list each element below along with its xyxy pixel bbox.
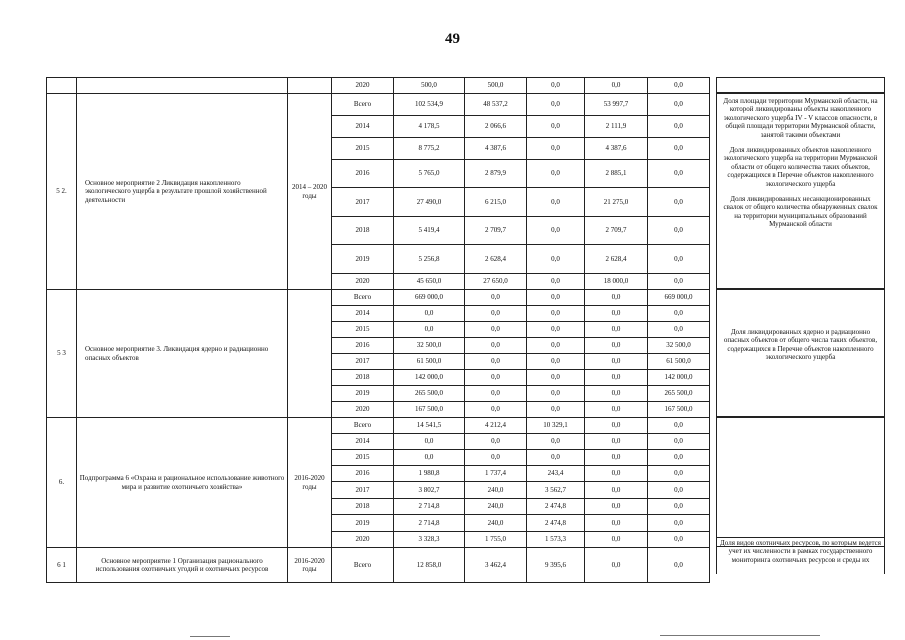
amount-cell: 0,0: [527, 217, 585, 245]
amount-cell: 0,0: [648, 499, 710, 515]
amount-cell: 3 462,4: [465, 548, 527, 583]
amount-cell: 0,0: [527, 138, 585, 160]
table-row: [47, 94, 710, 116]
amount-cell: 0,0: [585, 306, 648, 322]
amount-cell: 0,0: [648, 450, 710, 466]
amount-cell: 9 395,6: [527, 548, 585, 583]
amount-cell: 0,0: [585, 402, 648, 418]
table-row: [47, 418, 710, 434]
amount-cell: 27 490,0: [394, 188, 465, 217]
year-cell: 2020: [332, 78, 394, 94]
table-row: [47, 78, 710, 94]
amount-cell: 61 500,0: [648, 354, 710, 370]
amount-cell: 0,0: [648, 138, 710, 160]
section-period: [288, 78, 332, 94]
amount-cell: 32 500,0: [394, 338, 465, 354]
amount-cell: 0,0: [648, 548, 710, 583]
amount-cell: 167 500,0: [648, 402, 710, 418]
amount-cell: 1 573,3: [527, 532, 585, 548]
year-cell: 2016: [332, 338, 394, 354]
amount-cell: 0,0: [527, 354, 585, 370]
year-cell: 2017: [332, 354, 394, 370]
amount-cell: 5 256,8: [394, 245, 465, 274]
indicator-text: Доля площади территории Мурманской области, на которой ликвидированы объекты накопленного экологического ущерба IV - V классов опасности, в общей площади территории Мурманской области, занятой такими объектами: [723, 97, 878, 139]
year-cell: 2015: [332, 450, 394, 466]
year-cell: 2020: [332, 402, 394, 418]
amount-cell: 0,0: [648, 188, 710, 217]
year-cell: 2016: [332, 160, 394, 188]
section-index: 6.: [47, 418, 77, 548]
amount-cell: 0,0: [527, 290, 585, 306]
amount-cell: 2 111,9: [585, 116, 648, 138]
amount-cell: 53 997,7: [585, 94, 648, 116]
amount-cell: 10 329,1: [527, 418, 585, 434]
amount-cell: 0,0: [585, 499, 648, 515]
amount-cell: 2 714,8: [394, 515, 465, 532]
amount-cell: 0,0: [585, 354, 648, 370]
section-period: 2014 – 2020 годы: [288, 94, 332, 290]
indicator-text: Доля видов охотничьих ресурсов, по которым ведется учет их численности в рамках государственного мониторинга охотничьих ресурсов и среды их: [720, 539, 881, 564]
amount-cell: 0,0: [527, 94, 585, 116]
amount-cell: 0,0: [648, 434, 710, 450]
amount-cell: 500,0: [394, 78, 465, 94]
amount-cell: 0,0: [465, 290, 527, 306]
amount-cell: 0,0: [527, 306, 585, 322]
year-cell: 2019: [332, 245, 394, 274]
year-cell: 2015: [332, 322, 394, 338]
amount-cell: 0,0: [527, 338, 585, 354]
amount-cell: 4 212,4: [465, 418, 527, 434]
amount-cell: 5 419,4: [394, 217, 465, 245]
amount-cell: 669 000,0: [394, 290, 465, 306]
amount-cell: 4 387,6: [585, 138, 648, 160]
amount-cell: 4 178,5: [394, 116, 465, 138]
amount-cell: 0,0: [465, 450, 527, 466]
amount-cell: 0,0: [585, 338, 648, 354]
amount-cell: 0,0: [527, 245, 585, 274]
section-name: [77, 78, 288, 94]
amount-cell: 0,0: [465, 354, 527, 370]
amount-cell: 2 709,7: [585, 217, 648, 245]
amount-cell: 240,0: [465, 515, 527, 532]
year-cell: 2019: [332, 515, 394, 532]
section-period: [288, 290, 332, 418]
amount-cell: 3 802,7: [394, 482, 465, 499]
year-cell: Всего: [332, 418, 394, 434]
scan-artifact: [660, 635, 820, 636]
amount-cell: 14 541,5: [394, 418, 465, 434]
section-period: 2016-2020 годы: [288, 548, 332, 583]
amount-cell: 32 500,0: [648, 338, 710, 354]
section-name: Подпрограмма 6 «Охрана и рациональное использование животного мира и развитие охотничьего хозяйства»: [77, 418, 288, 548]
amount-cell: 2 474,8: [527, 515, 585, 532]
amount-cell: 0,0: [648, 274, 710, 290]
amount-cell: 0,0: [585, 482, 648, 499]
year-cell: 2014: [332, 434, 394, 450]
amount-cell: 0,0: [648, 322, 710, 338]
amount-cell: 0,0: [527, 274, 585, 290]
amount-cell: 500,0: [465, 78, 527, 94]
section-index: 5 3: [47, 290, 77, 418]
amount-cell: 1 980,8: [394, 466, 465, 482]
amount-cell: 240,0: [465, 482, 527, 499]
amount-cell: 18 000,0: [585, 274, 648, 290]
amount-cell: 12 858,0: [394, 548, 465, 583]
year-cell: 2014: [332, 306, 394, 322]
amount-cell: 0,0: [527, 450, 585, 466]
indicators-box: [716, 77, 885, 93]
year-cell: 2014: [332, 116, 394, 138]
amount-cell: 61 500,0: [394, 354, 465, 370]
year-cell: 2016: [332, 466, 394, 482]
amount-cell: 0,0: [585, 548, 648, 583]
amount-cell: 0,0: [648, 78, 710, 94]
amount-cell: 0,0: [648, 466, 710, 482]
scan-artifact: [190, 636, 230, 637]
section-period: 2016-2020 годы: [288, 418, 332, 548]
indicators-box: [716, 537, 885, 574]
amount-cell: 0,0: [527, 434, 585, 450]
amount-cell: 0,0: [585, 370, 648, 386]
amount-cell: 142 000,0: [394, 370, 465, 386]
amount-cell: 0,0: [648, 160, 710, 188]
amount-cell: 0,0: [527, 402, 585, 418]
year-cell: Всего: [332, 548, 394, 583]
table-row: [47, 290, 710, 306]
section-index: 6 1: [47, 548, 77, 583]
amount-cell: 0,0: [465, 434, 527, 450]
amount-cell: 2 709,7: [465, 217, 527, 245]
amount-cell: 0,0: [648, 532, 710, 548]
year-cell: 2020: [332, 274, 394, 290]
indicators-box: [716, 289, 885, 417]
amount-cell: 0,0: [465, 370, 527, 386]
amount-cell: 0,0: [648, 306, 710, 322]
amount-cell: 8 775,2: [394, 138, 465, 160]
amount-cell: 2 474,8: [527, 499, 585, 515]
year-cell: Всего: [332, 94, 394, 116]
amount-cell: 1 737,4: [465, 466, 527, 482]
amount-cell: 4 387,6: [465, 138, 527, 160]
amount-cell: 6 215,0: [465, 188, 527, 217]
amount-cell: 45 650,0: [394, 274, 465, 290]
amount-cell: 0,0: [527, 322, 585, 338]
amount-cell: 2 628,4: [465, 245, 527, 274]
amount-cell: 0,0: [465, 386, 527, 402]
amount-cell: 0,0: [585, 290, 648, 306]
section-name: Основное мероприятие 2 Ликвидация накопленного экологического ущерба в результате прошлой хозяйственной деятельности: [77, 94, 288, 290]
amount-cell: 0,0: [585, 466, 648, 482]
amount-cell: 0,0: [585, 418, 648, 434]
table-row: [47, 548, 710, 583]
amount-cell: 0,0: [648, 217, 710, 245]
amount-cell: 1 755,0: [465, 532, 527, 548]
amount-cell: 0,0: [585, 532, 648, 548]
amount-cell: 3 328,3: [394, 532, 465, 548]
amount-cell: 0,0: [648, 116, 710, 138]
amount-cell: 0,0: [585, 386, 648, 402]
indicators-box: [716, 93, 885, 289]
amount-cell: 0,0: [527, 188, 585, 217]
amount-cell: 0,0: [465, 322, 527, 338]
amount-cell: 0,0: [585, 78, 648, 94]
amount-cell: 669 000,0: [648, 290, 710, 306]
amount-cell: 0,0: [394, 450, 465, 466]
amount-cell: 0,0: [465, 306, 527, 322]
amount-cell: 2 714,8: [394, 499, 465, 515]
amount-cell: 0,0: [585, 434, 648, 450]
amount-cell: 265 500,0: [394, 386, 465, 402]
amount-cell: 0,0: [465, 338, 527, 354]
section-name: Основное мероприятие 3. Ликвидация ядерно и радиационно опасных объектов: [77, 290, 288, 418]
amount-cell: 265 500,0: [648, 386, 710, 402]
amount-cell: 0,0: [648, 94, 710, 116]
year-cell: 2018: [332, 499, 394, 515]
year-cell: 2018: [332, 217, 394, 245]
amount-cell: 0,0: [527, 370, 585, 386]
amount-cell: 0,0: [527, 116, 585, 138]
amount-cell: 0,0: [465, 402, 527, 418]
year-cell: 2015: [332, 138, 394, 160]
amount-cell: 2 066,6: [465, 116, 527, 138]
amount-cell: 243,4: [527, 466, 585, 482]
amount-cell: 3 562,7: [527, 482, 585, 499]
section-name: Основное мероприятие 1 Организация рационального использования охотничьих угодий и охотничьих ресурсов: [77, 548, 288, 583]
amount-cell: 0,0: [585, 515, 648, 532]
amount-cell: 5 765,0: [394, 160, 465, 188]
amount-cell: 0,0: [527, 78, 585, 94]
budget-table: [46, 77, 710, 583]
indicator-text: Доля ликвидированных несанкционированных свалок от общего количества обнаруженных свалок на территории муниципальных образований Мурманской области: [723, 194, 878, 229]
amount-cell: 2 628,4: [585, 245, 648, 274]
amount-cell: 21 275,0: [585, 188, 648, 217]
page-number: 49: [445, 31, 460, 47]
amount-cell: 0,0: [394, 434, 465, 450]
amount-cell: 2 879,9: [465, 160, 527, 188]
section-index: [47, 78, 77, 94]
section-index: 5 2.: [47, 94, 77, 290]
amount-cell: 0,0: [527, 160, 585, 188]
amount-cell: 2 885,1: [585, 160, 648, 188]
year-cell: 2019: [332, 386, 394, 402]
year-cell: 2018: [332, 370, 394, 386]
amount-cell: 0,0: [648, 418, 710, 434]
amount-cell: 48 537,2: [465, 94, 527, 116]
indicator-text: Доля ликвидированных объектов накопленного экологического ущерба на территории Мурманской области от общего количества таких объектов, содержащихся в Перечне объектов накопленного экологического ущерба: [723, 145, 878, 188]
amount-cell: 102 534,9: [394, 94, 465, 116]
indicators-box: [716, 417, 885, 547]
amount-cell: 0,0: [394, 322, 465, 338]
table-body: [47, 78, 710, 583]
indicator-text: Доля ликвидированных ядерно и радиационно опасных объектов от общего числа таких объектов, содержащихся в Перечне объектов накопленного экологического ущерба: [723, 328, 878, 362]
amount-cell: 167 500,0: [394, 402, 465, 418]
amount-cell: 0,0: [648, 482, 710, 499]
year-cell: 2020: [332, 532, 394, 548]
year-cell: Всего: [332, 290, 394, 306]
amount-cell: 27 650,0: [465, 274, 527, 290]
amount-cell: 0,0: [648, 515, 710, 532]
amount-cell: 0,0: [585, 322, 648, 338]
year-cell: 2017: [332, 188, 394, 217]
amount-cell: 0,0: [527, 386, 585, 402]
amount-cell: 142 000,0: [648, 370, 710, 386]
amount-cell: 0,0: [585, 450, 648, 466]
year-cell: 2017: [332, 482, 394, 499]
amount-cell: 0,0: [394, 306, 465, 322]
amount-cell: 240,0: [465, 499, 527, 515]
amount-cell: 0,0: [648, 245, 710, 274]
